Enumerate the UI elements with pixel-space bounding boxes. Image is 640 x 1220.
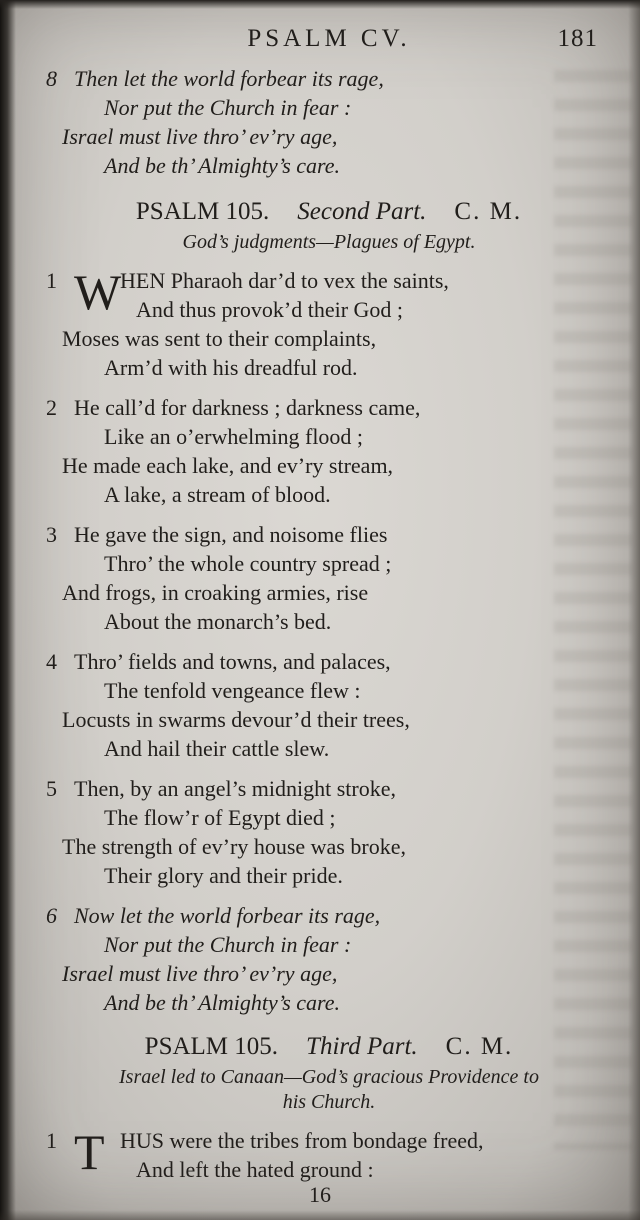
verse-line: He call’d for darkness ; darkness came, <box>74 395 421 420</box>
verse-number: 8 <box>46 66 57 91</box>
psalm-heading <box>44 196 614 228</box>
verse-line: And left the hated ground : <box>136 1157 374 1182</box>
verse-line: Israel must live thro’ ev’ry age, <box>62 124 338 149</box>
signature-mark: 16 <box>309 1182 331 1207</box>
drop-cap-initial: W <box>74 264 122 320</box>
verse-number: 6 <box>46 903 57 928</box>
psalm-subtitle: Israel led to Canaan—God’s gracious Providence to <box>119 1066 539 1088</box>
running-title: PSALM CV. <box>247 25 411 52</box>
verse-block <box>44 520 614 636</box>
verse-block <box>44 393 614 509</box>
verse-block <box>44 64 614 180</box>
psalm-meter: C. M. <box>454 198 523 225</box>
psalm-title: PSALM 105. <box>144 1033 279 1060</box>
verse-number: 1 <box>46 1128 57 1153</box>
page-edge-bottom <box>0 1210 640 1220</box>
verse-line: And be th’ Almighty’s care. <box>104 990 341 1015</box>
verse-line: He made each lake, and ev’ry stream, <box>62 453 394 478</box>
verse-line: Their glory and their pride. <box>104 863 343 888</box>
verse-line: The tenfold vengeance flew : <box>104 678 361 703</box>
psalm-part: Second Part. <box>297 198 427 225</box>
verse-line: HUS were the tribes from bondage freed, <box>120 1128 484 1153</box>
verse-line: Like an o’erwhelming flood ; <box>104 424 364 449</box>
verse-block <box>44 1126 614 1184</box>
verse-line: Locusts in swarms devour’d their trees, <box>62 707 410 732</box>
verse-block <box>44 266 614 382</box>
verse-line: Now let the world forbear its rage, <box>74 903 381 928</box>
verse-line: And hail their cattle slew. <box>104 736 330 761</box>
psalm-subtitle: his Church. <box>282 1091 376 1113</box>
verse-line: Arm’d with his dreadful rod. <box>104 355 358 380</box>
verse-line: Thro’ fields and towns, and palaces, <box>74 649 391 674</box>
verse-line: And be th’ Almighty’s care. <box>104 153 341 178</box>
psalm-heading <box>44 1031 614 1063</box>
verse-block <box>44 647 614 763</box>
verse-line: Nor put the Church in fear : <box>104 932 352 957</box>
page-edge-right <box>628 0 640 1220</box>
verse-line: Then let the world forbear its rage, <box>74 66 384 91</box>
verse-line: And frogs, in croaking armies, rise <box>62 580 369 605</box>
running-header <box>44 24 614 54</box>
verse-line: Thro’ the whole country spread ; <box>104 551 392 576</box>
verse-line: Then, by an angel’s midnight stroke, <box>74 776 396 801</box>
verse-block <box>44 901 614 1017</box>
verse-line: He gave the sign, and noisome flies <box>74 522 388 547</box>
verse-line: Israel must live thro’ ev’ry age, <box>62 961 338 986</box>
page-number: 181 <box>557 25 598 52</box>
verse-line: About the monarch’s bed. <box>104 609 332 634</box>
verse-block <box>44 774 614 890</box>
verse-line: The strength of ev’ry house was broke, <box>62 834 406 859</box>
verse-line: The flow’r of Egypt died ; <box>104 805 336 830</box>
verse-line: And thus provok’d their God ; <box>136 297 404 322</box>
drop-cap-initial: T <box>74 1124 105 1180</box>
verse-line: A lake, a stream of blood. <box>104 482 331 507</box>
psalm-meter: C. M. <box>445 1033 514 1060</box>
psalm-subtitle: God’s judgments—Plagues of Egypt. <box>182 231 476 253</box>
verse-line: HEN Pharaoh dar’d to vex the saints, <box>120 268 449 293</box>
page-edge-top <box>0 0 640 9</box>
psalm-part: Third Part. <box>306 1033 418 1060</box>
verse-number: 5 <box>46 776 57 801</box>
verse-number: 4 <box>46 649 57 674</box>
verse-number: 2 <box>46 395 57 420</box>
verse-line: Nor put the Church in fear : <box>104 95 352 120</box>
psalm-title: PSALM 105. <box>135 198 270 225</box>
verse-number: 1 <box>46 268 57 293</box>
verse-line: Moses was sent to their complaints, <box>62 326 377 351</box>
verse-number: 3 <box>46 522 57 547</box>
page-edge-left <box>0 0 16 1220</box>
